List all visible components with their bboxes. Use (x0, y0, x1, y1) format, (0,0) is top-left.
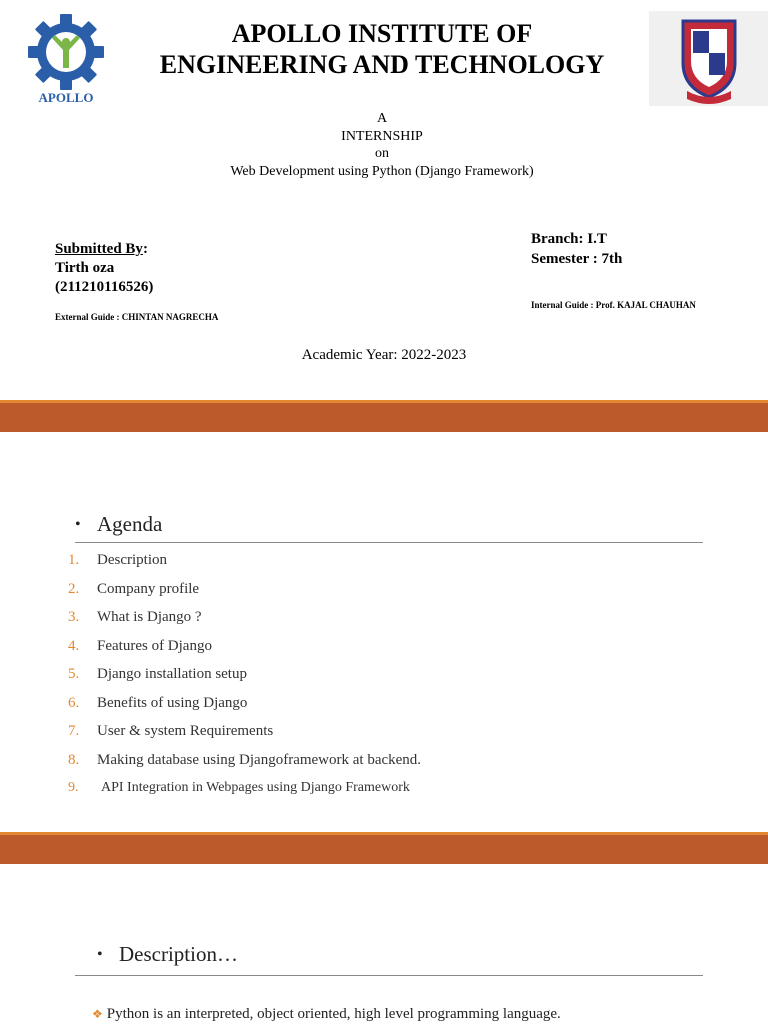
gear-icon (22, 14, 110, 108)
item-text: Description (97, 552, 167, 568)
list-item (68, 635, 708, 664)
divider (75, 975, 703, 976)
external-guide: External Guide : CHINTAN NAGRECHA (55, 312, 219, 322)
item-number: 1. (68, 552, 80, 568)
item-text: Django installation setup (97, 666, 247, 682)
institute-title-line2: ENGINEERING AND TECHNOLOGY (159, 50, 605, 79)
university-crest (649, 11, 768, 106)
bullet-icon: • (75, 516, 81, 533)
item-number: 4. (68, 637, 80, 654)
agenda-title: Agenda (97, 512, 163, 536)
academic-year: Academic Year: 2022-2023 (301, 347, 467, 363)
description-point-text: Python is an interpreted, object oriented, high level programming language. (106, 1006, 561, 1022)
intro-topic: Web Development using Python (Django Framework) (230, 163, 534, 179)
institute-title (150, 18, 614, 80)
item-text: What is Django ? (97, 609, 202, 625)
enrollment-number: (211210116526) (55, 279, 154, 295)
item-text: Company profile (97, 580, 200, 597)
agenda-heading (75, 512, 162, 537)
list-item (68, 720, 708, 749)
item-number: 8. (68, 751, 80, 768)
list-item (68, 749, 708, 778)
semester: Semester : 7th (531, 250, 623, 267)
item-number: 2. (68, 580, 80, 597)
divider (75, 542, 703, 543)
submitted-colon: : (142, 241, 148, 257)
item-text: User & system Requirements (97, 723, 274, 739)
institute-title-line1: APOLLO INSTITUTE OF (231, 19, 533, 48)
list-item (68, 777, 708, 806)
item-text: Making database using Djangoframework at backend. (97, 751, 422, 768)
logo-text: APOLLO (38, 90, 94, 105)
bullet-icon: • (97, 946, 103, 963)
intro-on: on (375, 146, 389, 161)
description-title: Description… (119, 942, 238, 966)
agenda-list (68, 549, 708, 806)
submitted-label: Submitted By (55, 241, 143, 257)
internal-guide: Internal Guide : Prof. KAJAL CHAUHAN (531, 300, 696, 310)
branch-block (531, 230, 622, 269)
slide-separator (0, 400, 768, 432)
submitted-by-block (55, 240, 153, 297)
crest-icon (649, 11, 768, 106)
item-text: Features of Django (97, 637, 212, 654)
item-number: 9. (68, 780, 79, 795)
item-number: 5. (68, 666, 80, 682)
item-number: 6. (68, 694, 80, 711)
branch: Branch: I.T (531, 231, 607, 247)
item-text: Benefits of using Django (97, 694, 248, 711)
list-item (68, 663, 708, 692)
apollo-logo (22, 14, 110, 108)
item-number: 7. (68, 723, 80, 739)
item-text: API Integration in Webpages using Django Framework (101, 780, 410, 795)
diamond-bullet-icon: ❖ (92, 1007, 103, 1021)
list-item (68, 606, 708, 635)
student-name: Tirth oza (55, 260, 115, 276)
list-item (68, 549, 708, 578)
description-slide (0, 864, 768, 1024)
agenda-slide (0, 432, 768, 832)
list-item (68, 692, 708, 721)
description-point (92, 1006, 561, 1023)
intro-a: A (376, 111, 388, 126)
description-heading (97, 942, 238, 967)
cover-slide (0, 0, 768, 400)
slide-separator (0, 832, 768, 864)
item-number: 3. (68, 609, 80, 625)
list-item (68, 578, 708, 607)
intro-type: INTERNSHIP (341, 128, 423, 144)
internship-intro (150, 110, 614, 180)
